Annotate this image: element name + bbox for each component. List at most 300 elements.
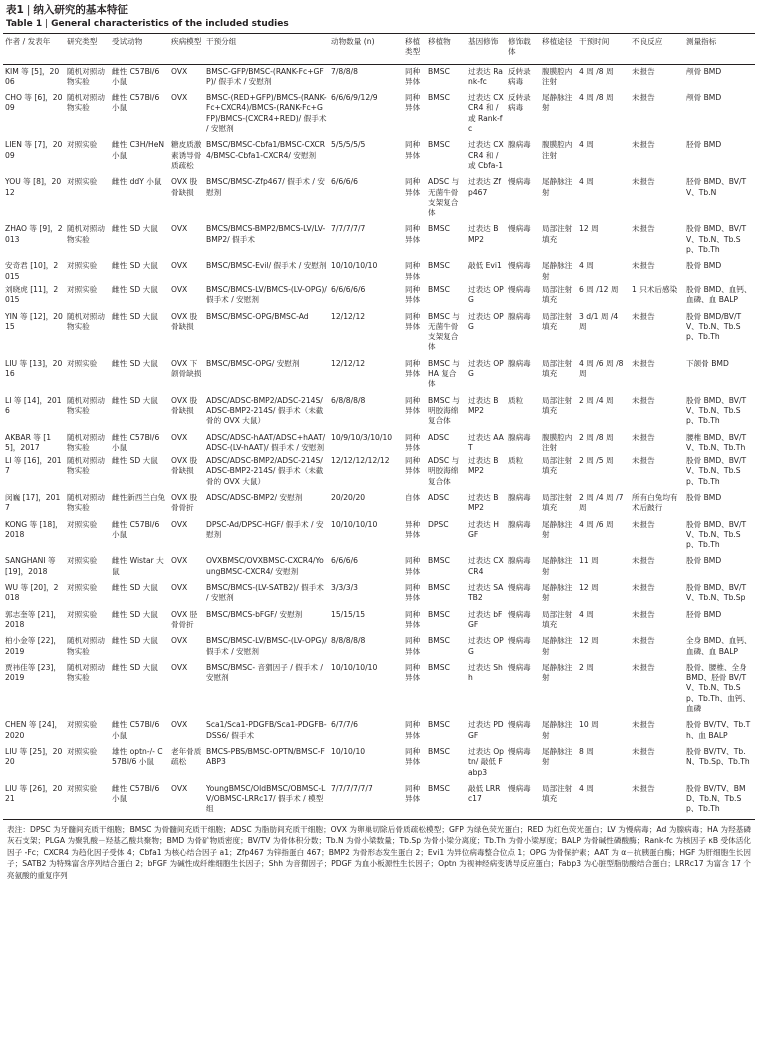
table-cell: 6/6/6/6	[331, 177, 359, 187]
table-row	[3, 745, 755, 782]
table-cell: 敲低 LRRc17	[468, 783, 501, 804]
table-cell: 股骨 BV/TV、Tb.N、Tb.Sp、Tb.Th	[686, 746, 750, 767]
table-cell: CHO 等 [6]，2009	[5, 93, 63, 113]
table-cell: 未报告	[632, 261, 655, 271]
table-cell: 雌性新西兰白兔	[112, 492, 166, 502]
table-cell: 异种异体	[405, 519, 421, 539]
table-row	[3, 138, 755, 175]
table-cell: 未报告	[632, 224, 655, 234]
table-cell: 慢病毒	[508, 224, 531, 234]
table-cell: 腺病毒	[508, 358, 531, 368]
table-cell: BMSC 与无菌牛骨支架复合体	[428, 311, 460, 352]
table-cell: 过表达 OPG	[468, 284, 504, 305]
table-cell: 局部注射填充	[542, 783, 573, 804]
table-label-en: Table 1	[6, 19, 43, 29]
table-cell: 尾静脉注射	[542, 583, 573, 603]
table-cell: 4 周	[579, 177, 594, 187]
table-cell: BMSC-(RED+GFP)/BMCS-(RANK-Fc+CXCR4)/BMCS-(RANK-Fc+GFP)/BMCS-(CXCR4+RED)/ 假手术 / 安慰剂	[206, 93, 327, 134]
table-cell: 未报告	[632, 609, 655, 619]
table-cell: 4 周 /6 周 /8 周	[579, 358, 624, 379]
table-cell: 6/6/6/6/6	[331, 284, 366, 294]
table-cell: LI 等 [16]，2017	[5, 456, 62, 476]
table-cell: 同种异体	[405, 609, 421, 629]
table-cell: BMSC	[428, 224, 450, 234]
table-cell: 过表达 OPG	[468, 311, 504, 331]
table-cell: 雌性 SD 大鼠	[112, 284, 158, 294]
table-cell: 自体	[405, 492, 421, 502]
table-cell: 尾静脉注射	[542, 556, 573, 576]
table-cell: 胫骨 BMD	[686, 140, 722, 150]
table-cell: 随机对照动物实验	[67, 432, 105, 452]
table-title-cn: 表1 | 纳入研究的基本特征	[6, 4, 128, 16]
table-cell: OVX	[171, 720, 188, 730]
table-cell: 1 只术后感染	[632, 284, 678, 294]
table-cell: ADSC/ADSC-BMP2/ 安慰剂	[206, 492, 303, 502]
table-cell: 过表达 PDGF	[468, 720, 504, 740]
table-cell: 过表达 bFGF	[468, 609, 503, 629]
table-cell: 尾静脉注射	[542, 519, 573, 539]
table-cell: BMSC	[428, 783, 450, 793]
table-cell: YOU 等 [8]，2012	[5, 177, 62, 197]
table-cell: 过表达 CXCR4	[468, 556, 504, 576]
table-cell: 股骨 BMD、BV/TV、Tb.N、Tb.Sp、Tb.Th	[686, 224, 747, 255]
table-cell: BMSC/BMSC-Cbfa1/BMSC-CXCR4/BMSC-Cbfa1-CXCR4/ 安慰剂	[206, 140, 326, 160]
table-cell: 10/10/10/10	[331, 261, 378, 271]
table-cell: BMSC/BMSC-OPG/ 安慰剂	[206, 358, 300, 368]
table-cell: 对照实验	[67, 583, 98, 593]
table-cell: 尾静脉注射	[542, 720, 573, 740]
table-cell: 雌性 SD 大鼠	[112, 636, 158, 646]
table-cell: BMSC/BMSC-OPG/BMSC-Ad	[206, 311, 309, 321]
table-cell: 同种异体	[405, 395, 421, 415]
table-cell: 所有白兔均有术后跛行	[632, 492, 678, 513]
table-cell: 同种异体	[405, 311, 421, 331]
table-cell: CHEN 等 [24]，2020	[5, 720, 63, 740]
column-header: 动物数量 (n)	[331, 37, 375, 46]
table-cell: 尾静脉注射	[542, 636, 573, 656]
table-cell: 慢病毒	[508, 609, 531, 619]
table-cell: 7/7/7/7/7/7	[331, 783, 373, 793]
table-cell: BMSC	[428, 261, 450, 271]
table-cell: OVXBMSC/OVXBMSC-CXCR4/YoungBMSC-CXCR4/ 安慰剂	[206, 556, 324, 576]
table-cell: 腺病毒	[508, 311, 531, 321]
table-notes: 表注：DPSC 为牙髓间充质干细胞；BMSC 为骨髓间充质干细胞；ADSC 为脂肪间充质干细胞；OVX 为卵巢切除后骨质疏松模型；GFP 为绿色荧光蛋白；RED 为红色荧光蛋白；LV 为慢病毒；Ad 为腺病毒；HA 为羟基磷灰石支架；PLGA 为聚乳酸－羟基乙酸共聚物；BMD 为骨矿物质密度；BV/TV 为骨体积分数；Tb.N 为骨小梁数量；Tb.Sp 为骨小梁分离度；Tb.Th 为骨小梁厚度；BALP 为骨碱性磷酸酶；Rank-fc 为核因子 κB 受体活化因子 -Fc；CXCR4 为趋化因子受体 4；Cbfa1 为核心结合因子 a1；Zfp467 为锌指蛋白 467；BMP2 为骨形态发生蛋白 2；Evi1 为异位病毒整合位点 1；OPG 为骨保护素；AAT 为 α－抗胰蛋白酶；HGF 为肝细胞生长因子；SATB2 为特殊富含序列结合蛋白 2；bFGF 为碱性成纤维细胞生长因子；Shh 为音猬因子；PDGF 为血小板源性生长因子；Optn 为视神经病变诱导反应蛋白；Fabp3 为心脏型脂肪酸结合蛋白；LRRc17 为富含 17 个亮氨酸的重复序列	[7, 824, 751, 880]
table-cell: 雌性 C3H/HeN 小鼠	[112, 140, 165, 160]
table-cell: ADSC 与无菌牛骨支架复合体	[428, 177, 460, 218]
table-cell: 雄性 optn-/- C57Bl/6 小鼠	[112, 746, 163, 767]
table-cell: 未报告	[632, 636, 655, 646]
table-cell: 未报告	[632, 720, 655, 730]
table-cell: 过表达 Shh	[468, 662, 503, 683]
column-header: 干预分组	[206, 37, 237, 46]
table-cell: LI 等 [14]，2016	[5, 395, 62, 415]
table-row	[3, 634, 755, 661]
table-cell: 同种异体	[405, 177, 421, 197]
table-cell: 6/6/6/6	[331, 556, 359, 566]
table-cell: 10 周	[579, 720, 599, 730]
table-cell: 同种异体	[405, 66, 421, 86]
table-cell: BMCS-PBS/BMSC-OPTN/BMSC-FABP3	[206, 746, 325, 767]
table-cell: 10/10/10	[331, 746, 366, 756]
table-cell: SANGHANI 等 [19]，2018	[5, 556, 56, 576]
table-cell: BMSC	[428, 720, 450, 730]
table-cell: 局部注射填充	[542, 492, 573, 513]
table-cell: 雌性 C57Bl/6 小鼠	[112, 66, 160, 86]
table-cell: 同种异体	[405, 224, 421, 244]
table-cell: 随机对照动物实验	[67, 456, 105, 476]
table-cell: 4 周	[579, 140, 594, 150]
table-cell: 同种异体	[405, 284, 421, 305]
table-cell: 未报告	[632, 783, 655, 793]
table-cell: ADSC	[428, 492, 450, 502]
table-cell: 局部注射填充	[542, 358, 573, 379]
table-title-en: Table 1 | General characteristics of the included studies	[6, 19, 289, 29]
table-cell: 过表达 Rank-fc	[468, 66, 503, 86]
table-cell: 过表达 OPG	[468, 358, 504, 379]
table-cell: BMSC	[428, 93, 450, 103]
table-cell: 股骨 BMD	[686, 492, 722, 502]
table-cell: 雌性 SD 大鼠	[112, 583, 158, 593]
table-cell: AKBAR 等 [15]，2017	[5, 432, 52, 452]
table-cell: 过表达 Zfp467	[468, 177, 502, 197]
table-cell: 12/12/12	[331, 311, 366, 321]
table-cell: 腰椎 BMD、BV/TV、Tb.N、Tb.Th	[686, 432, 747, 452]
table-cell: 4 周	[579, 783, 594, 793]
table-cell: 7/7/7/7/7	[331, 224, 366, 234]
table-cell: 未报告	[632, 311, 655, 321]
table-cell: BMSC 与 HA 复合体	[428, 358, 460, 389]
table-cell: 慢病毒	[508, 583, 531, 593]
table-cell: 6 周 /12 周	[579, 284, 619, 294]
table-cell: 6/8/8/8/8	[331, 395, 366, 405]
table-cell: 糖皮质激素诱导骨质疏松	[171, 140, 202, 170]
table-cell: DPSC-Ad/DPSC-HGF/ 假手术 / 安慰剂	[206, 519, 324, 539]
table-cell: 同种异体	[405, 456, 421, 476]
table-cell: 雌性 C57Bl/6 小鼠	[112, 720, 160, 740]
table-cell: 股骨 BMD、BV/TV、Tb.N、Tb.Sp、Tb.Th	[686, 519, 747, 550]
table-cell: BMSC 与明胶海绵复合体	[428, 395, 460, 426]
table-cell: 同种异体	[405, 720, 421, 740]
table-cell: OVX	[171, 432, 188, 442]
table-cell: 局部注射填充	[542, 311, 573, 331]
table-row	[3, 661, 755, 718]
table-cell: 未报告	[632, 583, 655, 593]
table-cell: 腺病毒	[508, 432, 531, 442]
table-cell: 2 周 /4 周 /7 周	[579, 492, 624, 513]
table-cell: 局部注射填充	[542, 456, 573, 476]
table-cell: 10/10/10/10	[331, 662, 378, 672]
table-cell: 8 周	[579, 746, 594, 756]
table-cell: KIM 等 [5]，2006	[5, 66, 60, 86]
table-cell: 股骨、腰椎、全身 BMD、胫骨 BV/TV、Tb.N、Tb.Sp、Tb.Th、血钙、血磷	[686, 662, 751, 714]
table-cell: 未报告	[632, 456, 655, 466]
table-row	[3, 431, 755, 455]
table-cell: 慢病毒	[508, 783, 531, 793]
table-cell: LIU 等 [26]，2021	[5, 783, 63, 804]
table-row	[3, 64, 755, 91]
table-cell: 腺病毒	[508, 140, 531, 150]
table-cell: 股骨 BMD	[686, 556, 722, 566]
column-header: 移植类型	[405, 37, 421, 57]
table-cell: BMSC	[428, 66, 450, 76]
table-cell: 雌性 SD 大鼠	[112, 662, 158, 672]
table-cell: BMSC/BMCS-LV/BMCS-(LV-OPG)/ 假手术 / 安慰剂	[206, 284, 327, 305]
table-cell: 尾静脉注射	[542, 261, 573, 281]
table-cell: 尾静脉注射	[542, 93, 573, 113]
table-cell: 4 周	[579, 261, 594, 271]
table-cell: 过表达 AAT	[468, 432, 504, 452]
table-header	[3, 34, 755, 65]
table-cell: 尾静脉注射	[542, 746, 573, 767]
table-cell: 4 周	[579, 609, 594, 619]
table-cell: 对照实验	[67, 177, 98, 187]
table-cell: 对照实验	[67, 720, 98, 730]
table-cell: 10/10/10/10	[331, 519, 378, 529]
table-cell: 随机对照动物实验	[67, 492, 105, 513]
table-cell: 局部注射填充	[542, 609, 573, 629]
table-row	[3, 518, 755, 555]
table-cell: 过表达 Optn/ 敲低 Fabp3	[468, 746, 504, 777]
table-cell: 慢病毒	[508, 720, 531, 730]
table-cell: BMSC	[428, 662, 450, 672]
table-cell: 过表达 BMP2	[468, 492, 499, 513]
table-cell: 2 周 /5 周	[579, 456, 614, 466]
table-cell: 同种异体	[405, 432, 421, 452]
table-cell: 股骨 BV/TV、BMD、Tb.N、Tb.Sp、Tb.Th	[686, 783, 746, 814]
table-cell: BMSC/BMSC-Zfp467/ 假手术 / 安慰剂	[206, 177, 325, 197]
table-cell: 同种异体	[405, 746, 421, 767]
table-cell: 过表达 SATB2	[468, 583, 504, 603]
table-row	[3, 222, 755, 259]
table-cell: 4 周 /6 周	[579, 519, 614, 529]
table-cell: 对照实验	[67, 140, 98, 150]
table-row	[3, 175, 755, 222]
table-cell: 全身 BMD、血钙、血磷、血 BALP	[686, 636, 752, 656]
table-row	[3, 554, 755, 581]
table-cell: ADSC/ADSC-BMP2/ADSC-214S/ADSC-BMP2-214S/ 假手术（未截骨的 OVX 大鼠）	[206, 456, 324, 486]
table-cell: 随机对照动物实验	[67, 93, 105, 113]
table-cell: 过表达 BMP2	[468, 456, 499, 476]
column-header: 基因修饰	[468, 37, 499, 46]
table-cell: 过表达 CXCR4 和 / 或 Cbfa-1	[468, 140, 504, 170]
table-label-cn: 表1	[6, 4, 24, 16]
table-cell: 未报告	[632, 432, 655, 442]
table-cell: 对照实验	[67, 358, 98, 368]
table-cell: 刘晓虎 [11]，2015	[5, 284, 59, 305]
table-cell: 慢病毒	[508, 662, 531, 672]
table-cell: OVX	[171, 783, 188, 793]
table-cell: 雌性 SD 大鼠	[112, 456, 158, 466]
table-cell: 雌性 ddY 小鼠	[112, 177, 162, 187]
table-cell: 3 d/1 周 /4 周	[579, 311, 619, 331]
table-caption-en: General characteristics of the included studies	[51, 19, 289, 29]
table-cell: 6/7/7/6	[331, 720, 359, 730]
table-cell: 闵巍 [17]，2017	[5, 492, 61, 513]
table-cell: 12 周	[579, 224, 599, 234]
table-cell: 下颌骨 BMD	[686, 358, 729, 368]
table-cell: 过表达 BMP2	[468, 224, 499, 244]
table-cell: 雌性 SD 大鼠	[112, 311, 158, 321]
table-cell: 12/12/12	[331, 358, 366, 368]
table-cell: 腺病毒	[508, 556, 531, 566]
table-cell: 2 周	[579, 662, 594, 672]
table-cell: 腹膜腔内注射	[542, 432, 573, 452]
table-cell: OVX 下颌骨缺损	[171, 358, 202, 379]
table-caption-cn: 纳入研究的基本特征	[33, 4, 128, 16]
table-cell: 12/12/12/12/12	[331, 456, 390, 466]
table-cell: 8/8/8/8/8	[331, 636, 366, 646]
table-cell: 对照实验	[67, 746, 98, 756]
table-cell: ADSC	[428, 432, 450, 442]
table-cell: YIN 等 [12]，2015	[5, 311, 63, 331]
table-cell: 敲低 Evi1	[468, 261, 502, 271]
table-row	[3, 357, 755, 394]
table-cell: 未报告	[632, 556, 655, 566]
table-cell: 雌性 C57Bl/6 小鼠	[112, 432, 160, 452]
table-cell: 4 周 /8 周	[579, 93, 614, 103]
table-cell: OVX	[171, 284, 188, 294]
table-cell: OVX	[171, 556, 188, 566]
table-cell: BMSC/BMSC-LV/BMSC-(LV-OPG)/ 假手术 / 安慰剂	[206, 636, 327, 656]
table-cell: 腹膜腔内注射	[542, 140, 573, 160]
column-header: 移植途径	[542, 37, 573, 46]
table-cell: 股骨 BMD、血钙、血磷、血 BALP	[686, 284, 752, 305]
table-cell: 未报告	[632, 519, 655, 529]
header-row	[3, 34, 755, 65]
table-cell: 质粒	[508, 395, 524, 405]
table-cell: 未报告	[632, 358, 655, 368]
column-header: 疾病模型	[171, 37, 202, 46]
table-cell: 7/8/8/8	[331, 66, 359, 76]
table-cell: OVX	[171, 519, 188, 529]
table-cell: 胫骨 BMD	[686, 609, 722, 619]
table-cell: 同种异体	[405, 140, 421, 160]
table-cell: ZHAO 等 [9]，2013	[5, 224, 63, 244]
table-cell: 雌性 Wistar 大鼠	[112, 556, 164, 576]
table-cell: 腺病毒	[508, 492, 531, 502]
table-cell: 同种异体	[405, 783, 421, 804]
table-cell: 雌性 C57Bl/6 小鼠	[112, 93, 160, 113]
table-cell: OVX	[171, 224, 188, 234]
table-cell: BMSC	[428, 583, 450, 593]
table-cell: 股骨 BMD	[686, 261, 722, 271]
table-cell: 雌性 C57Bl/6 小鼠	[112, 519, 160, 539]
table-cell: OVX 股骨缺损	[171, 177, 198, 197]
table-cell: 4 周 /8 周	[579, 66, 614, 76]
table-cell: 对照实验	[67, 556, 98, 566]
table-cell: 过表达 HGF	[468, 519, 499, 539]
table-cell: 雌性 C57Bl/6 小鼠	[112, 783, 160, 804]
column-header: 测量指标	[686, 37, 717, 46]
table-cell: 雌性 SD 大鼠	[112, 224, 158, 234]
table-cell: 股骨 BV/TV、Tb.Th、血 BALP	[686, 720, 751, 740]
table-cell: 12 周	[579, 583, 599, 593]
table-cell: 5/5/5/5/5	[331, 140, 366, 150]
table-cell: 郭志奎等 [21]，2018	[5, 609, 61, 629]
table-cell: LIEN 等 [7]，2009	[5, 140, 63, 160]
table-cell: 质粒	[508, 456, 524, 466]
table-cell: 慢病毒	[508, 177, 531, 187]
table-cell: 慢病毒	[508, 284, 531, 294]
table-cell: BMSC	[428, 140, 450, 150]
table-cell: 局部注射填充	[542, 224, 573, 244]
table-row	[3, 491, 755, 518]
table-cell: 安奇君 [10]，2015	[5, 261, 59, 281]
table-cell: 对照实验	[67, 783, 98, 793]
table-cell: OVX	[171, 583, 188, 593]
column-header: 作者 / 发表年	[5, 37, 51, 46]
table-cell: 雌性 SD 大鼠	[112, 358, 158, 368]
column-header: 修饰载体	[508, 37, 531, 57]
table-cell: WU 等 [20]，2018	[5, 583, 59, 603]
table-cell: 随机对照动物实验	[67, 636, 105, 656]
column-header: 不良反应	[632, 37, 663, 46]
table-cell: 贾祎佳等 [23]，2019	[5, 662, 61, 683]
table-cell: 局部注射填充	[542, 284, 573, 305]
table-cell: OVX 股骨缺损	[171, 456, 198, 476]
table-cell: Sca1/Sca1-PDGFB/Sca1-PDGFB-DSS6/ 假手术	[206, 720, 327, 740]
table-row	[3, 259, 755, 283]
table-cell: 未报告	[632, 177, 655, 187]
table-cell: LIU 等 [13]，2016	[5, 358, 63, 379]
table-cell: 11 周	[579, 556, 599, 566]
table-cell: 股骨 BMD、BV/TV、Tb.N、Tb.Sp、Tb.Th	[686, 456, 747, 486]
table-cell: 慢病毒	[508, 636, 531, 646]
characteristics-table	[3, 33, 755, 820]
table-cell: 15/15/15	[331, 609, 366, 619]
table-row	[3, 91, 755, 138]
table-cell: 12 周	[579, 636, 599, 646]
table-cell: 未报告	[632, 93, 655, 103]
table-cell: 胫骨 BMD、BV/TV、Tb.N	[686, 177, 747, 197]
table-cell: 颅骨 BMD	[686, 93, 722, 103]
table-cell: 局部注射填充	[542, 395, 573, 415]
column-header: 受试动物	[112, 37, 143, 46]
table-row	[3, 310, 755, 357]
table-body	[3, 64, 755, 819]
table-cell: 同种异体	[405, 636, 421, 656]
table-cell: 雌性 SD 大鼠	[112, 261, 158, 271]
column-header: 移植物	[428, 37, 451, 46]
table-cell: 对照实验	[67, 261, 98, 271]
table-cell: 过表达 OPG	[468, 636, 504, 656]
table-row	[3, 283, 755, 310]
table-cell: 6/6/6/9/12/9	[331, 93, 378, 103]
table-row	[3, 394, 755, 431]
table-cell: OVX	[171, 93, 188, 103]
table-cell: OVX 股骨缺损	[171, 311, 198, 331]
table-cell: YoungBMSC/OldBMSC/OBMSC-LV/OBMSC-LRRc17/ 假手术 / 模型组	[206, 783, 326, 814]
table-cell: 随机对照动物实验	[67, 66, 105, 86]
table-cell: 2 周 /4 周	[579, 395, 614, 405]
table-cell: 腺病毒	[508, 519, 531, 529]
table-cell: 随机对照动物实验	[67, 662, 105, 683]
table-cell: 过表达 CXCR4 和 / 或 Rank-fc	[468, 93, 504, 134]
table-cell: BMSC	[428, 636, 450, 646]
table-cell: OVX 胫骨骨折	[171, 609, 198, 629]
table-row	[3, 454, 755, 491]
table-cell: 雌性 SD 大鼠	[112, 609, 158, 619]
table-cell: KONG 等 [18]，2018	[5, 519, 63, 539]
table-cell: 未报告	[632, 66, 655, 76]
table-cell: 雌性 SD 大鼠	[112, 395, 158, 405]
table-cell: BMCS/BMCS-BMP2/BMCS-LV/LV-BMP2/ 假手术	[206, 224, 326, 244]
table-cell: 老年骨质疏松	[171, 746, 202, 767]
table-cell: ADSC/ADSC-hAAT/ADSC+hAAT/ADSC-(LV-hAAT)/ 假手术 / 安慰剂	[206, 432, 326, 452]
table-cell: LIU 等 [25]，2020	[5, 746, 63, 767]
table-cell: 对照实验	[67, 519, 98, 529]
table-cell: 反转录病毒	[508, 93, 531, 113]
